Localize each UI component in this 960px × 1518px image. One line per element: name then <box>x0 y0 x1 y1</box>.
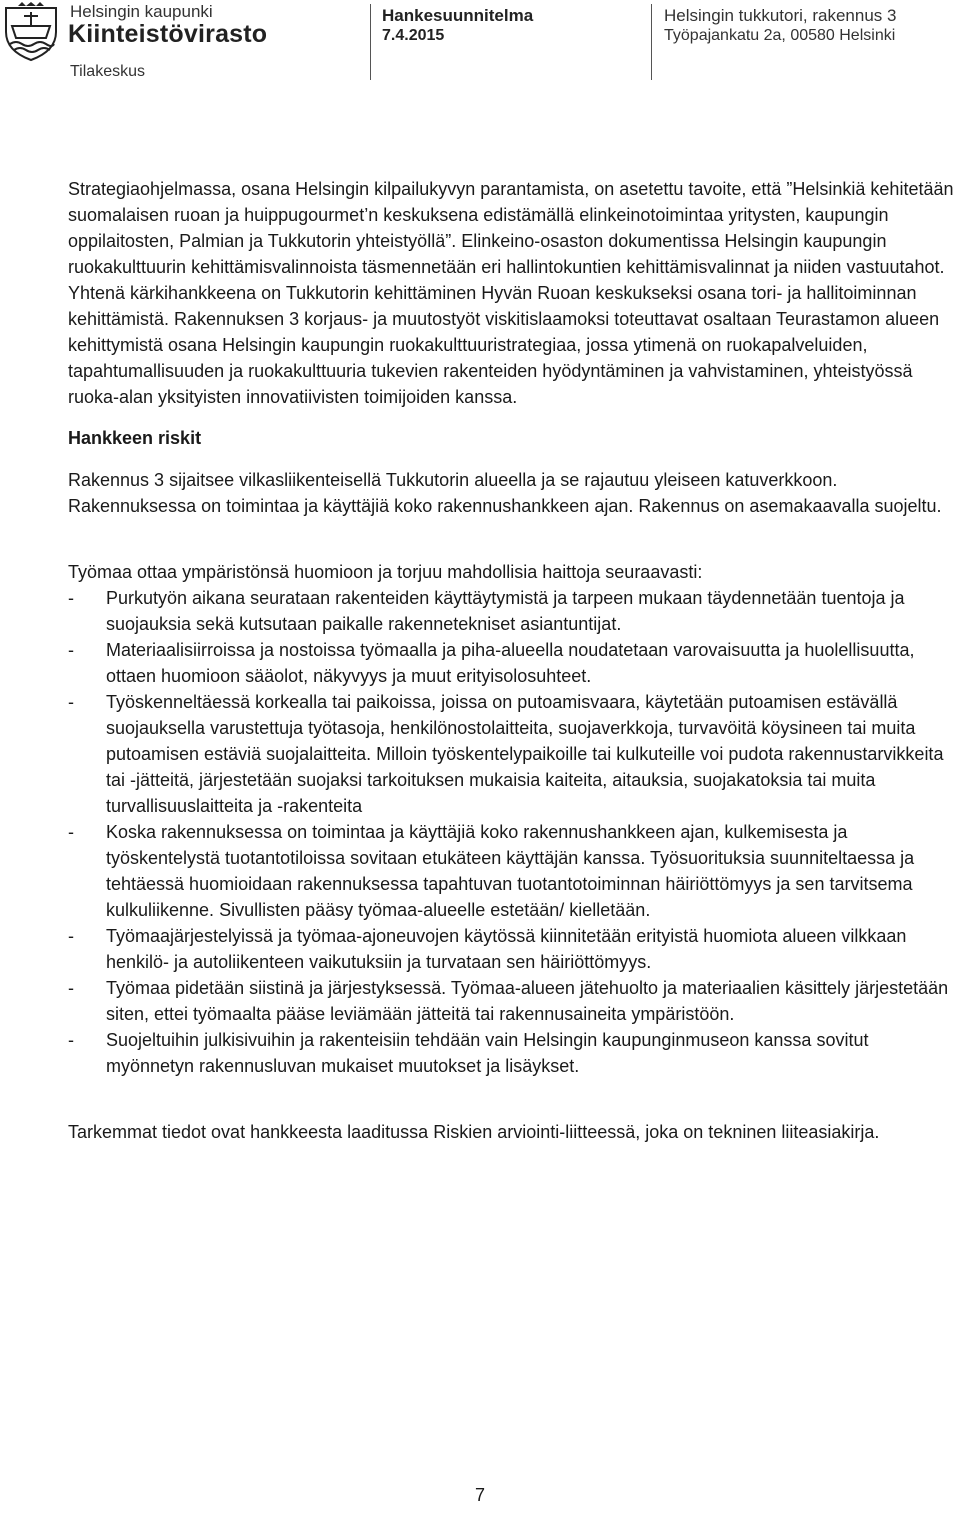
page-header <box>0 0 960 86</box>
list-item <box>68 819 958 923</box>
list-marker: - <box>68 978 74 998</box>
document-date: 7.4.2015 <box>382 27 445 44</box>
page-number: 7 <box>474 1485 485 1505</box>
header-divider <box>651 4 652 80</box>
list-marker: - <box>68 692 74 712</box>
list-item-text: Työskenneltäessä korkealla tai paikoissa, joissa on putoamisvaara, käytetään putoamisen estävällä suojauksella varustettuja työtasoja, henkilönostolaitteita, suojaverkkoja, turvavöitä köysineen tai muita putoamisen estäviä suojalaitteita. Milloin työskentelypaikoille tai kulkuteille voi pudota rakennustarvikkeita tai -jätteitä, järjestetään suojaksi tarkoituksen mukaisia kaiteita, aitauksia, suojakatoksia tai muita turvallisuuslaitteita ja -rakenteita <box>106 692 944 816</box>
list-item <box>68 975 958 1027</box>
list-item-text: Materiaalisiirroissa ja nostoissa työmaalla ja piha-alueella noudatetaan varovaisuutta ja huolellisuutta, ottaen huomioon sääolot, näkyvyys ja muut erityisolosuhteet. <box>106 640 915 686</box>
list-intro: Työmaa ottaa ympäristönsä huomioon ja torjuu mahdollisia haittoja seuraavasti: <box>68 562 703 582</box>
paragraph: Tarkemmat tiedot ovat hankkeesta laaditussa Riskien arviointi-liitteessä, joka on tekninen liiteasiakirja. <box>68 1122 880 1142</box>
list-item-text: Työmaajärjestelyissä ja työmaa-ajoneuvojen käytössä kiinnitetään erityistä huomiota alueen vilkkaan henkilö- ja autoliikenteen vaikutuksiin ja turvataan sen häiriöttömyys. <box>106 926 907 972</box>
organization-department: Kiinteistövirasto <box>68 20 268 48</box>
list-marker: - <box>68 822 74 842</box>
list-item <box>68 689 958 819</box>
list-item <box>68 585 958 637</box>
organization-city: Helsingin kaupunki <box>70 2 213 21</box>
document-type: Hankesuunnitelma <box>382 6 534 25</box>
address-line: Helsingin tukkutori, rakennus 3 <box>664 6 897 25</box>
list-item-text: Työmaa pidetään siistinä ja järjestyksessä. Työmaa-alueen jätehuolto ja materiaalien käsittely järjestetään siten, ettei työmaalta pääse leviämään jätteitä tai rakennusaineita ympäristöön. <box>106 978 949 1024</box>
list-item-text: Purkutyön aikana seurataan rakenteiden käyttäytymistä ja tarpeen mukaan täydennetään tuentoja ja suojauksia sekä kutsutaan paikalle rakennetekniset asiantuntijat. <box>106 588 905 634</box>
risk-list <box>68 585 958 1079</box>
list-item <box>68 923 958 975</box>
list-item <box>68 637 958 689</box>
organization-unit: Tilakeskus <box>70 63 145 80</box>
helsinki-crest-logo <box>2 2 60 62</box>
list-marker: - <box>68 640 74 660</box>
paragraph: Rakennus 3 sijaitsee vilkasliikenteisellä Tukkutorin alueella ja se rajautuu yleiseen katuverkkoon. Rakennuksessa on toimintaa ja käyttäjiä koko rakennushankkeen ajan. Rakennus on asemakaavalla suojeltu. <box>68 470 942 516</box>
address-line: Työpajankatu 2a, 00580 Helsinki <box>664 27 896 44</box>
list-marker: - <box>68 926 74 946</box>
list-item <box>68 1027 958 1079</box>
section-heading: Hankkeen riskit <box>68 428 202 448</box>
list-marker: - <box>68 1030 74 1050</box>
list-item-text: Suojeltuihin julkisivuihin ja rakenteisiin tehdään vain Helsingin kaupunginmuseon kanssa sovitut myönnetyn rakennusluvan mukaiset muutokset ja lisäykset. <box>106 1030 869 1076</box>
list-marker: - <box>68 588 74 608</box>
paragraph: Strategiaohjelmassa, osana Helsingin kilpailukyvyn parantamista, on asetettu tavoite, että ”Helsinkiä kehitetään suomalaisen ruoan ja huippugourmet’n keskuksena edistämällä elinkeinotoimintaa yritysten, kaupungin oppilaitosten, Palmian ja Tukkutorin yhteistyöllä”. Elinkeino-osaston dokumentissa Helsingin kaupungin ruokakulttuurin kehittämisvalinnoista täsmennetään eri hallintokuntien kehittämisvalinnat ja niiden vastuutahot. Yhtenä kärkihankkeena on Tukkutorin kehittäminen Hyvän Ruoan keskukseksi osana tori- ja hallitoiminnan kehittämistä. Rakennuksen 3 korjaus- ja muutostyöt viskitislaamoksi toteuttavat osaltaan Teurastamon alueen kehittymistä osana Helsingin kaupungin ruokakulttuuristrategiaa, jossa ytimenä on ruokapalveluiden, tapahtumallisuuden ja ruokakulttuuria tukevien rakenteiden hyödyntäminen ja vahvistaminen, yhteistyössä ruoka-alan yksityisten innovatiivisten toimijoiden kanssa. <box>68 179 954 407</box>
header-divider <box>370 4 371 80</box>
list-item-text: Koska rakennuksessa on toimintaa ja käyttäjiä koko rakennushankkeen ajan, kulkemisesta ja työskentelystä tuotantotiloissa sovitaan etukäteen käyttäjän kanssa. Työsuorituksia suunniteltaessa ja tehtäessä huomioidaan rakennuksessa tapahtuvan tuotantotoiminnan häiriöttömyys ja sen tarvitsema kulkuliikenne. Sivullisten pääsy työmaa-alueelle estetään/ kielletään. <box>106 822 915 920</box>
document-body <box>68 176 958 1145</box>
